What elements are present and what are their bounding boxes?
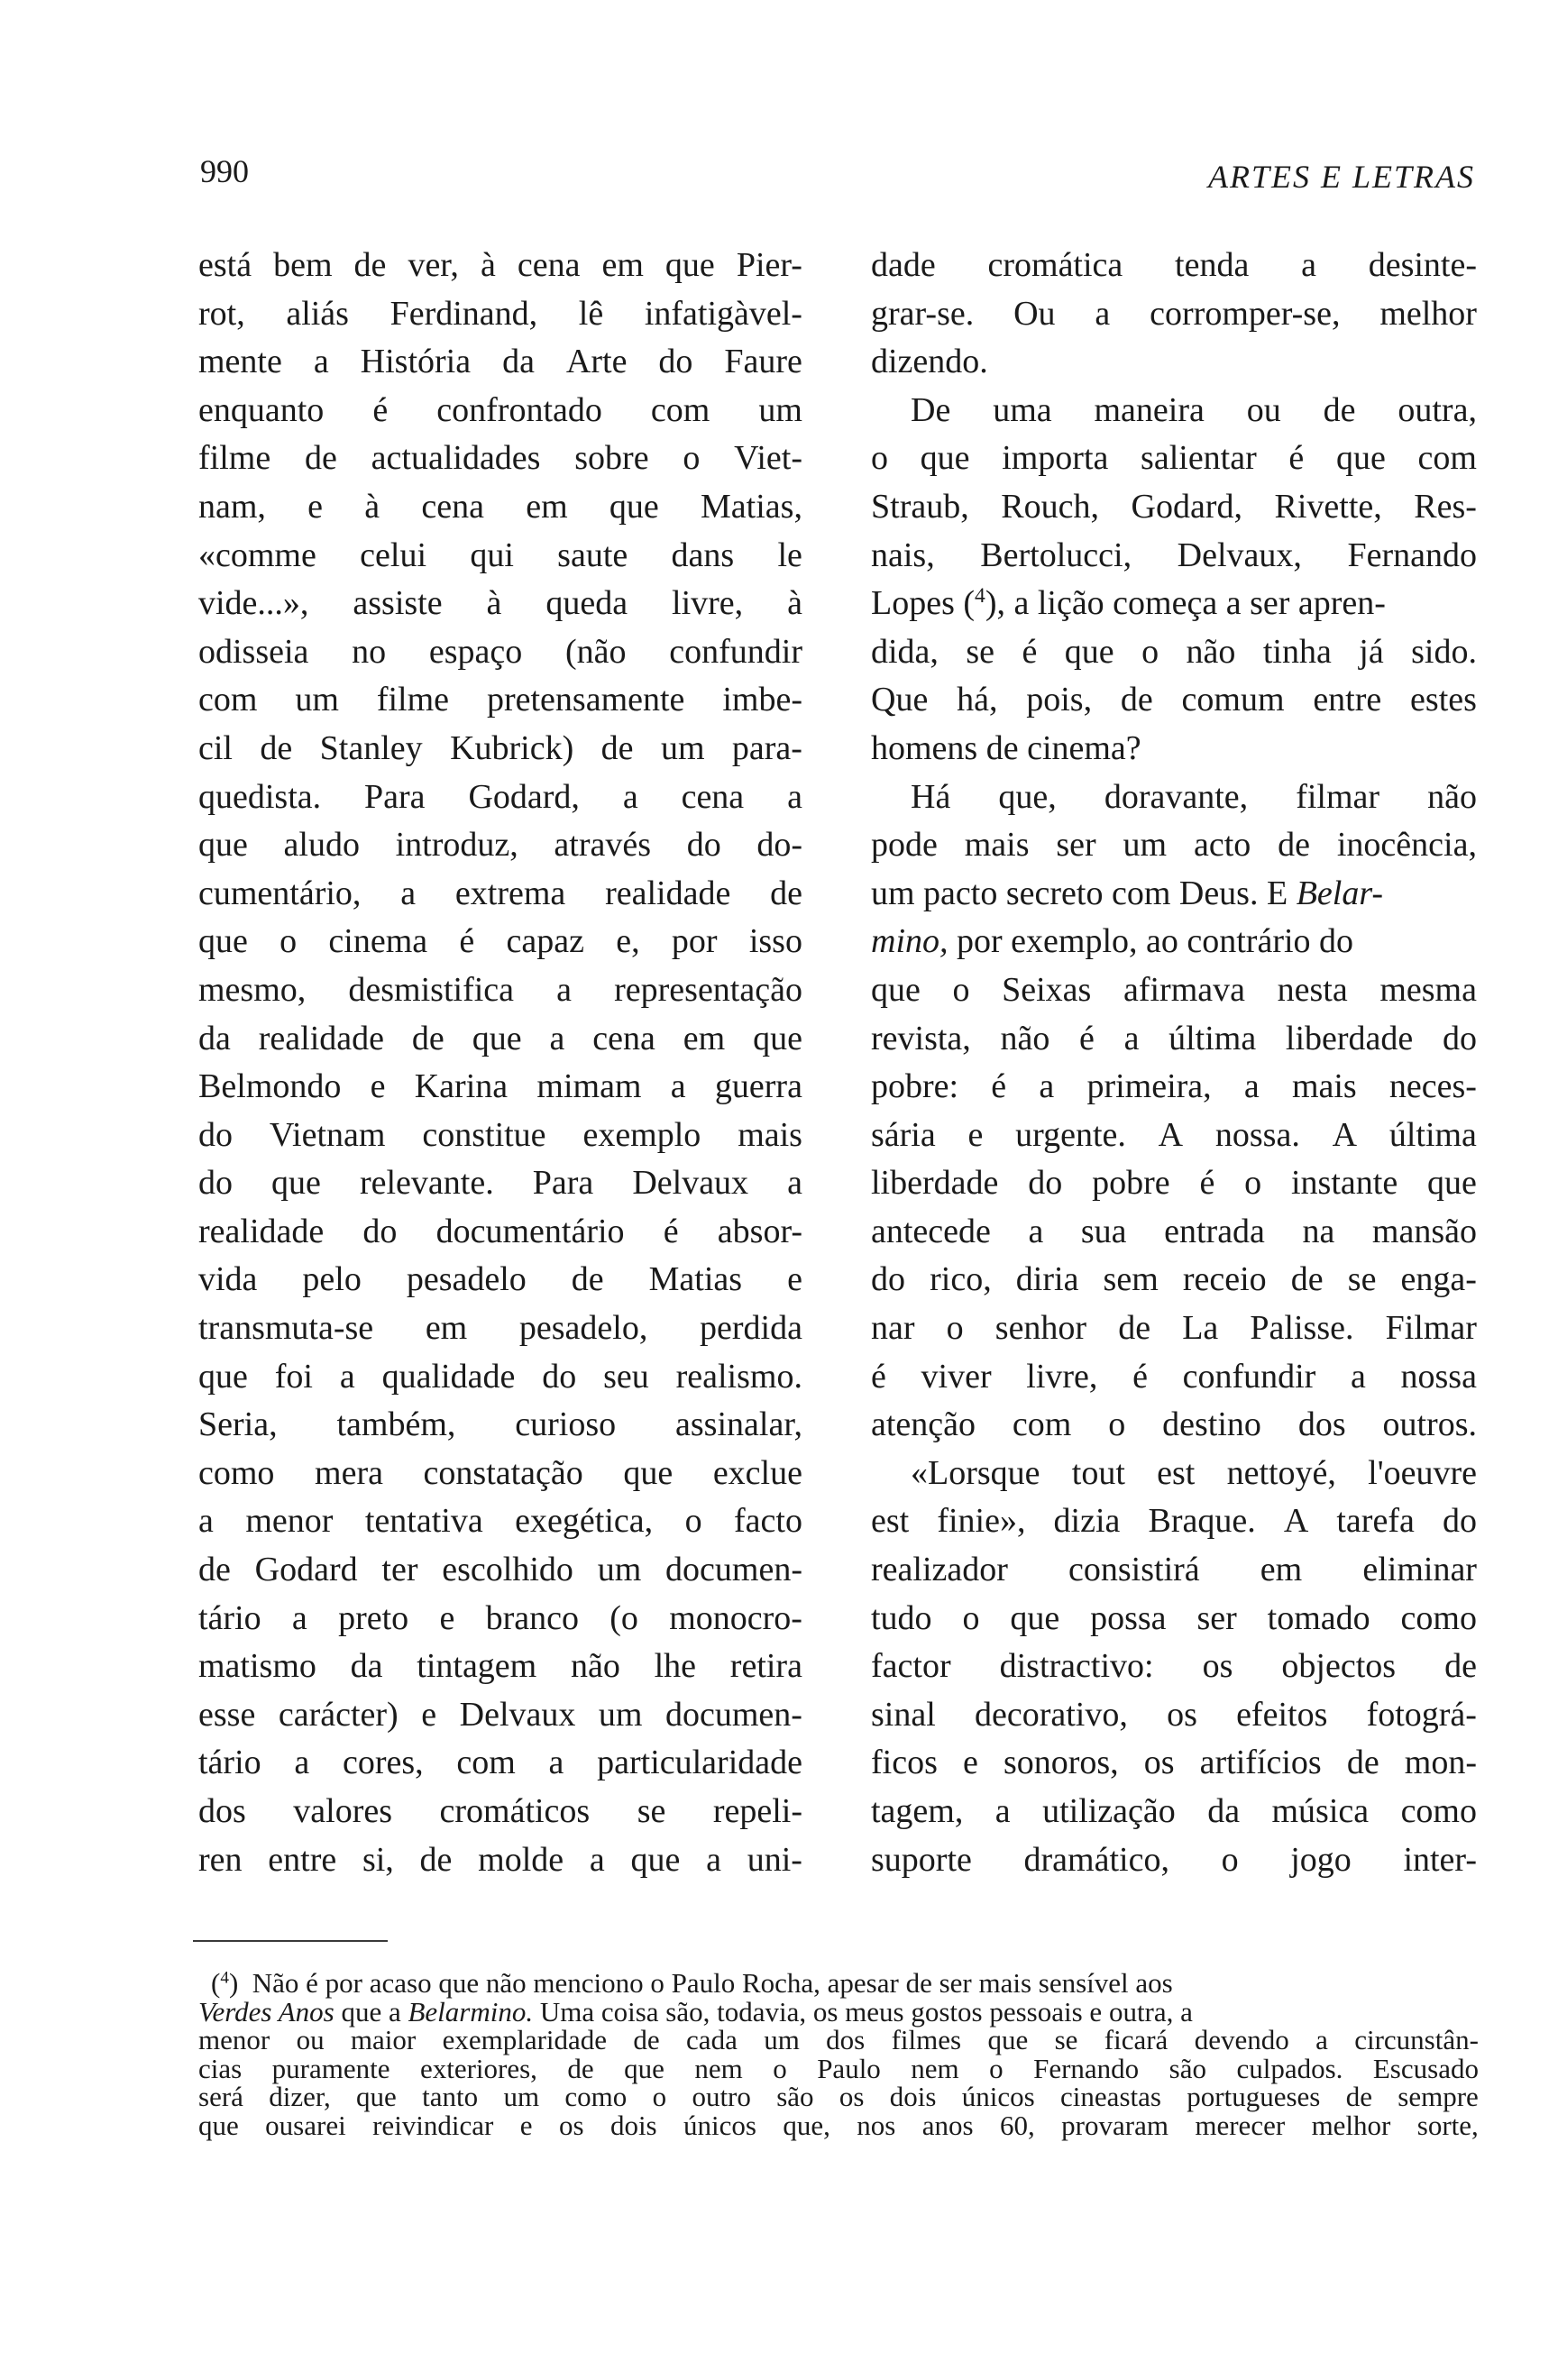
text-line: Que há, pois, de comum entre estes bbox=[871, 681, 1477, 719]
text-line: filme de actualidades sobre o Viet- bbox=[198, 439, 802, 478]
text-line: mente a História da Arte do Faure bbox=[198, 343, 802, 381]
running-title: ARTES E LETRAS bbox=[1208, 159, 1475, 195]
footnote-line: cias puramente exteriores, de que nem o Paulo nem o Fernando são culpados. Escusado bbox=[198, 2052, 1479, 2084]
text-line: do que relevante. Para Delvaux a bbox=[198, 1164, 802, 1203]
text-line: Straub, Rouch, Godard, Rivette, Res- bbox=[871, 487, 1477, 526]
text-line: factor distractivo: os objectos de bbox=[871, 1647, 1477, 1686]
text-line: quedista. Para Godard, a cena a bbox=[198, 777, 802, 816]
text-line: rot, aliás Ferdinand, lê infatigàvel- bbox=[198, 294, 802, 333]
text-line: nais, Bertolucci, Delvaux, Fernando bbox=[871, 536, 1477, 574]
text-line: suporte dramático, o jogo inter- bbox=[871, 1840, 1477, 1879]
text-line: antecede a sua entrada na mansão bbox=[871, 1212, 1477, 1250]
text-line: realizador consistirá em eliminar bbox=[871, 1551, 1477, 1589]
text-line: da realidade de que a cena em que bbox=[198, 1019, 802, 1057]
text-line: que o Seixas afirmava nesta mesma bbox=[871, 970, 1477, 1009]
footnote-reference[interactable]: 4 bbox=[975, 584, 985, 609]
text-line: um pacto secreto com Deus. E Belar- bbox=[871, 874, 1384, 912]
text-line: está bem de ver, à cena em que Pier- bbox=[198, 246, 802, 284]
footnote-line: que ousarei reivindicar e os dois únicos que, nos anos 60, provaram merecer melhor sorte, bbox=[198, 2109, 1479, 2141]
text-line: liberdade do pobre é o instante que bbox=[871, 1164, 1477, 1203]
text-line: Seria, também, curioso assinalar, bbox=[198, 1405, 802, 1444]
text-line: mesmo, desmistifica a representação bbox=[198, 970, 802, 1009]
text-line: nar o senhor de La Palisse. Filmar bbox=[871, 1309, 1477, 1348]
text-line: revista, não é a última liberdade do bbox=[871, 1019, 1477, 1057]
text-line-with-note-ref: Lopes ($^4$), a lição começa a ser apren- bbox=[871, 584, 1386, 623]
text-line: que o cinema é capaz e, por isso bbox=[198, 922, 802, 961]
footnote-line: Verdes Anos que a Belarmino. Uma coisa são, todavia, os meus gostos pessoais e outra, a bbox=[198, 1995, 1193, 2028]
footnote-separator bbox=[193, 1940, 388, 1942]
text-line: mino, por exemplo, ao contrário do bbox=[871, 922, 1354, 961]
text-line: do Vietnam constitue exemplo mais bbox=[198, 1115, 802, 1154]
text-line: tário a cores, com a particularidade bbox=[198, 1744, 802, 1782]
text-line: grar-se. Ou a corromper-se, melhor bbox=[871, 294, 1477, 333]
text-line: realidade do documentário é absor- bbox=[198, 1212, 802, 1250]
text-line: é viver livre, é confundir a nossa bbox=[871, 1357, 1477, 1396]
text-line: a menor tentativa exegética, o facto bbox=[198, 1502, 802, 1541]
text-line: ficos e sonoros, os artifícios de mon- bbox=[871, 1744, 1477, 1782]
text-line: tário a preto e branco (o monocro- bbox=[198, 1598, 802, 1637]
text-line: odisseia no espaço (não confundir bbox=[198, 632, 802, 671]
text-line: ren entre si, de molde a que a uni- bbox=[198, 1840, 802, 1879]
page-number: 990 bbox=[200, 153, 249, 189]
footnote-line: será dizer, que tanto um como o outro são os dois únicos cineastas portugueses de sempre bbox=[198, 2081, 1479, 2112]
text-line: cil de Stanley Kubrick) de um para- bbox=[198, 728, 802, 767]
text-line: que foi a qualidade do seu realismo. bbox=[198, 1357, 802, 1396]
text-line: com um filme pretensamente imbe- bbox=[198, 681, 802, 719]
text-line: pode mais ser um acto de inocência, bbox=[871, 826, 1477, 865]
right-column bbox=[871, 242, 1477, 1884]
text-line: sária e urgente. A nossa. A última bbox=[871, 1115, 1477, 1154]
text-line: dida, se é que o não tinha já sido. bbox=[871, 632, 1477, 671]
text-line: pobre: é a primeira, a mais neces- bbox=[871, 1067, 1477, 1106]
text-line: vida pelo pesadelo de Matias e bbox=[198, 1260, 802, 1299]
text-line: nam, e à cena em que Matias, bbox=[198, 487, 802, 526]
text-line: do rico, diria sem receio de se enga- bbox=[871, 1260, 1477, 1299]
text-line: vide...», assiste à queda livre, à bbox=[198, 584, 802, 623]
text-line: de Godard ter escolhido um documen- bbox=[198, 1551, 802, 1589]
text-line: dizendo. bbox=[871, 343, 988, 381]
text-line: atenção com o destino dos outros. bbox=[871, 1405, 1477, 1444]
footnote-marker: 4 bbox=[220, 1968, 229, 1988]
text-line: que aludo introduz, através do do- bbox=[198, 826, 802, 865]
text-line: est finie», dizia Braque. A tarefa do bbox=[871, 1502, 1477, 1541]
text-line: enquanto é confrontado com um bbox=[198, 390, 802, 429]
text-line: como mera constatação que exclue bbox=[198, 1453, 802, 1492]
text-line: esse carácter) e Delvaux um documen- bbox=[198, 1695, 802, 1734]
text-line: o que importa salientar é que com bbox=[871, 439, 1477, 478]
text-line: tudo o que possa ser tomado como bbox=[871, 1598, 1477, 1637]
text-line: dade cromática tenda a desinte- bbox=[871, 246, 1477, 284]
text-line: transmuta-se em pesadelo, perdida bbox=[198, 1309, 802, 1348]
text-line: «comme celui qui saute dans le bbox=[198, 536, 802, 574]
footnote-line: ($^4$) Não é por acaso que não menciono o Paulo Rocha, apesar de ser mais sensível aos bbox=[211, 1967, 1173, 1999]
text-line: matismo da tintagem não lhe retira bbox=[198, 1647, 802, 1686]
left-column bbox=[198, 242, 802, 1884]
text-line: «Lorsque tout est nettoyé, l'oeuvre bbox=[911, 1453, 1477, 1492]
text-line: sinal decorativo, os efeitos fotográ- bbox=[871, 1695, 1477, 1734]
text-line: cumentário, a extrema realidade de bbox=[198, 874, 802, 912]
text-line: homens de cinema? bbox=[871, 728, 1141, 767]
footnote bbox=[198, 1969, 1479, 2139]
text-line: Há que, doravante, filmar não bbox=[911, 777, 1477, 816]
footnote-line: menor ou maior exemplaridade de cada um dos filmes que se ficará devendo a circunstân- bbox=[198, 2024, 1479, 2055]
text-line: De uma maneira ou de outra, bbox=[911, 390, 1477, 429]
text-line: dos valores cromáticos se repeli- bbox=[198, 1792, 802, 1830]
text-line: Belmondo e Karina mimam a guerra bbox=[198, 1067, 802, 1106]
text-line: tagem, a utilização da música como bbox=[871, 1792, 1477, 1830]
